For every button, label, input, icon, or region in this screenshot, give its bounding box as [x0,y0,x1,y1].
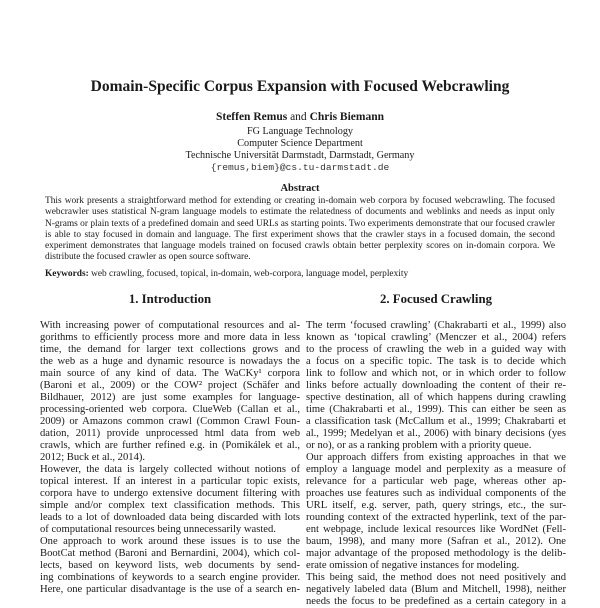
text-line: baum, 1998), and many more (Safran et al., 2012). One [306,536,566,547]
text-line: erate omission of negative instances for modeling. [306,560,520,571]
text-line: crawls, which are further refined e.g. in (Pomikálek et al., [40,440,300,451]
text-line: time (Chakrabarti et al., 1999). This can either be seen as [306,404,566,415]
text-line: 2009) or Amazons common crawl (Common Crawl Foun- [40,416,300,427]
affiliation-line: Technische Universität Darmstadt, Darmstadt, Germany [185,150,415,161]
text-line: ent webpage, include lexical resources like WordNet (Fell- [306,524,566,535]
paper-title: Domain-Specific Corpus Expansion with Focused Webcrawling [90,78,510,95]
abstract-line: experiment demonstrates that language models trained on focused crawls obtain better perplexity scores on in-domain corpora. We [45,241,555,252]
text-line: dation, 2011) provide unprocessed html data from web [40,428,300,439]
text-line: URL itself, e.g. server, path, query strings, etc., the sur- [306,500,566,511]
abstract-line: distribute the focused crawler as open source software. [45,252,251,263]
text-line: One approach to work around these issues is to use the [40,536,300,547]
text-line: needs the focus to be predefined as a certain category in a [306,596,566,607]
text-line: relevance for a particular web page, whereas other ap- [306,476,566,487]
text-line: gorithms to efficiently process more and more data in less [40,332,300,343]
paragraph [40,536,300,596]
paragraph [306,452,566,572]
abstract-line: webcrawler uses statistical N-gram language models to estimate the relatedness of documents and weblinks and needs as input only [45,207,555,218]
text-line: Bildhauer, 2012) are just some examples for language- [40,392,300,403]
text-line: topical interest. If an interest in a particular topic exists, [40,476,300,487]
text-line: known as ‘topical crawling’ (Menczer et al., 2004) refers [306,332,566,343]
text-line: leads to a lot of downloaded data being discarded with lots [40,512,300,523]
text-line: This being said, the method does not need positively and [306,572,566,583]
text-line: major advantage of the proposed methodology is the delib- [306,548,566,559]
abstract-line: N-grams or plain texts of a predefined domain and seed URLs as starting points. Two experiments demonstrate that our focused crawler [45,218,555,229]
abstract-body [45,196,555,264]
text-line: to the process of crawling the web in a guided way with [306,344,566,355]
text-line: BootCat method (Baroni and Bernardini, 2004), which col- [40,548,300,559]
text-line: Here, one particular disadvantage is the use of a search en- [40,584,300,595]
paragraph [40,320,300,464]
left-column [40,320,300,596]
affiliation-line: FG Language Technology [246,126,354,137]
text-line: With increasing power of computational resources and al- [40,320,300,331]
text-line: 2012; Buck et al., 2014). [40,452,146,463]
right-column [306,320,566,608]
paragraph [40,464,300,536]
text-line: negatively labeled data (Blum and Mitchell, 1998), neither [306,584,566,595]
text-line: rounding context of the extracted hyperlink, text of the par- [306,512,566,523]
text-line: al., 1999; Medelyan et al., 2006) with binary decisions (yes [306,428,566,439]
text-line: of computational resources being unnecessarily wasted. [40,524,276,535]
text-line: processing-oriented web corpora. ClueWeb (Callan et al., [40,404,300,415]
abstract-line: is able to stay focused in domain and language. The first experiment shows that the crawler stays in a focused domain, the second [45,229,555,240]
text-line: The term ‘focused crawling’ (Chakrabarti et al., 1999) also [306,320,566,331]
text-line: However, the data is largely collected without notions of [40,464,300,475]
text-line: spective destination, all of which happens during crawling [306,392,566,403]
text-line: (Baroni et al., 2009) or the COW² project (Schäfer and [40,380,300,391]
author-conjunction: and [290,111,307,123]
paragraph [306,320,566,452]
authors [0,111,600,123]
section-heading-focused-crawling: 2. Focused Crawling [380,292,492,306]
abstract-heading: Abstract [280,183,320,194]
text-line: links before actually downloading the content of their re- [306,380,566,391]
text-line: corpora have to undergo extensive document filtering with [40,488,300,499]
text-line: main source of any kind of data. The WaCKy¹ corpora [40,368,300,379]
section-heading-introduction: 1. Introduction [128,292,212,306]
affiliation-line: Computer Science Department [237,138,363,149]
keywords-label: Keywords: [45,269,89,279]
author-1: Steffen Remus [215,111,288,123]
text-line: a focus on a specific topic. The task is to decide which [306,356,566,367]
author-email: {remus,biem}@cs.tu-darmstadt.de [210,162,390,173]
text-line: employ a language model and perplexity as a measure of [306,464,566,475]
text-line: proaches use features such as individual components of the [306,488,566,499]
text-line: ing combinations of keywords to a search engine provider. [40,572,300,583]
keywords [45,269,555,279]
paragraph [306,572,566,608]
keywords-text: web crawling, focused, topical, in-domain, web-corpora, language model, perplexity [91,269,409,279]
abstract-line: This work presents a straightforward method for extending or creating in-domain web corpora by focused webcrawling. The focused [45,196,555,206]
text-line: Our approach differs from existing approaches in that we [306,452,566,463]
text-line: time, the demand for larger text collections grows and [40,344,300,355]
text-line: simple and/or complex text classification methods. This [40,500,300,511]
text-line: or no), or as a ranking problem with a priority queue. [306,440,532,451]
author-2: Chris Biemann [309,111,385,123]
text-line: a classification task (McCallum et al., 1999; Chakrabarti et [306,416,566,427]
text-line: link to follow and which not, or in which order to follow [306,368,566,379]
text-line: lects, based on keyword lists, web documents by send- [40,560,300,571]
text-line: the web as a huge and dynamic resource is nowadays the [40,356,300,367]
